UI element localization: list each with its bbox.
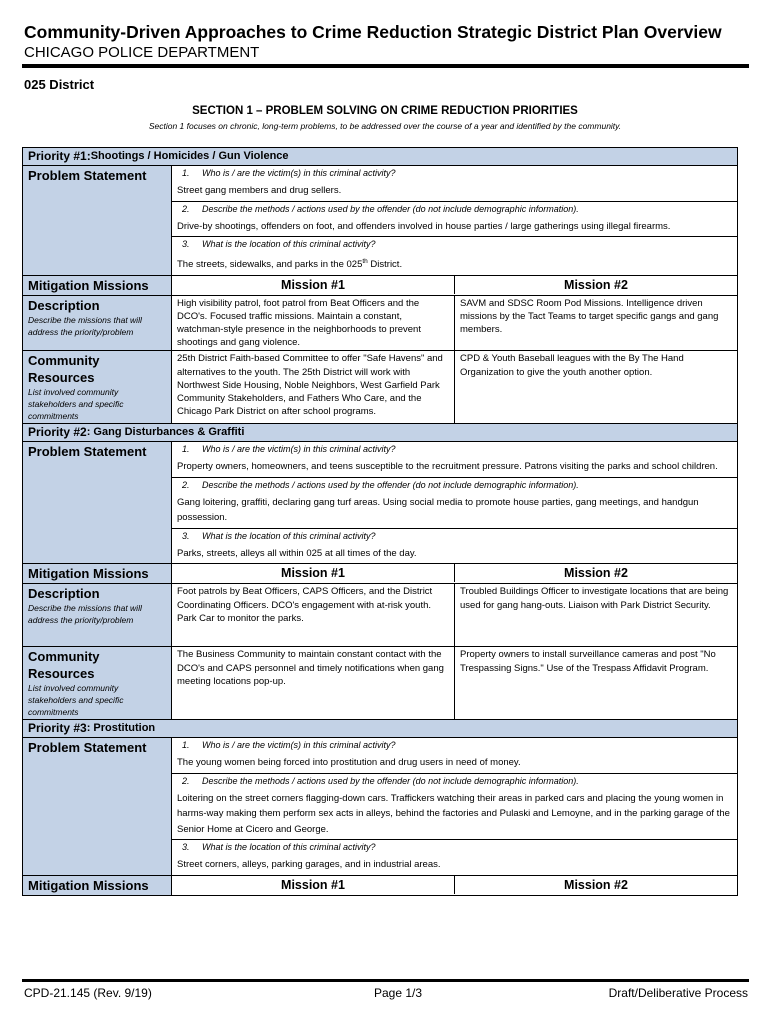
mission-1-community: The Business Community to maintain constant contact with the DCO's and CAPS personnel and timely notifications when gang meeting locations pop-up. <box>177 649 444 687</box>
question-location: 3. What is the location of this criminal activity? <box>182 239 376 249</box>
answer-methods: Gang loitering, graffiti, declaring gang turf areas. Using social media to promote house parties, gang meetings, and handgun possession. <box>172 493 737 529</box>
priority-3-problem-statement <box>23 737 737 875</box>
answer-location: Street corners, alleys, parking garages, and in industrial areas. <box>177 859 441 871</box>
priority-topic: : Prostitution <box>86 722 156 735</box>
priority-2-mitigation-header <box>23 563 737 583</box>
question-methods: 2. Describe the methods / actions used by the offender (do not include demographic information). <box>182 775 579 786</box>
priority-2-community-resources <box>23 646 737 719</box>
priority-label: Priority #3 <box>28 721 87 736</box>
question-location: 3. What is the location of this criminal activity? <box>182 530 376 541</box>
priority-2-problem-statement <box>23 441 737 563</box>
mission-2-header: Mission #2 <box>454 876 737 894</box>
mission-2-community: Property owners to install surveillance cameras and post "No Trespassing Signs." Use of the Trespass Affidavit Program. <box>454 647 737 719</box>
problem-statement-label: Problem Statement <box>28 740 147 756</box>
mission-1-header: Mission #1 <box>281 277 345 292</box>
footer-form-number: CPD-21.145 (Rev. 9/19) <box>24 986 152 1000</box>
mitigation-missions-label: Mitigation Missions <box>28 277 149 293</box>
footer-status: Draft/Deliberative Process <box>608 986 748 1000</box>
priority-label: Priority #2 <box>28 425 87 440</box>
priority-1-mitigation-header <box>23 275 737 295</box>
question-victims: 1. Who is / are the victim(s) in this criminal activity? <box>182 444 396 455</box>
mission-1-header: Mission #1 <box>281 877 345 892</box>
mission-2-header: Mission #2 <box>454 276 737 294</box>
description-label: Description <box>28 297 100 313</box>
mission-2-description: SAVM and SDSC Room Pod Missions. Intelligence driven missions by the Tact Teams to target specific gangs and gang members. <box>454 296 737 351</box>
problem-statement-label: Problem Statement <box>28 444 147 460</box>
department-name: CHICAGO POLICE DEPARTMENT <box>24 44 260 61</box>
mission-1-description: Foot patrols by Beat Officers, CAPS Officers, and the District Coordinating Officers. DCO's engagement with at-risk youth. Park Car to monitor the parks. <box>177 586 433 624</box>
community-resources-hint: List involved community stakeholders and specific commitments <box>28 683 124 718</box>
mission-1-header: Mission #1 <box>281 566 345 581</box>
priority-1-header <box>23 148 737 165</box>
priority-2-header <box>23 423 737 441</box>
priority-3-header <box>23 719 737 737</box>
document-title: Community-Driven Approaches to Crime Reduction Strategic District Plan Overview <box>24 22 722 42</box>
priority-1-description <box>23 295 737 351</box>
description-label: Description <box>28 586 100 602</box>
priority-topic: Shootings / Homicides / Gun Violence <box>90 150 289 162</box>
question-location: 3. What is the location of this criminal activity? <box>182 842 376 853</box>
mitigation-missions-label: Mitigation Missions <box>28 566 149 582</box>
answer-location: Parks, streets, alleys all within 025 at all times of the day. <box>177 547 417 559</box>
problem-statement-label: Problem Statement <box>28 168 147 183</box>
footer-page-number: Page 1/3 <box>374 986 423 1000</box>
answer-methods: Drive-by shootings, offenders on foot, and offenders involved in house parties / large gatherings using illegal firearms. <box>172 217 737 238</box>
mitigation-missions-label: Mitigation Missions <box>28 877 149 893</box>
priority-1-community-resources <box>23 350 737 423</box>
mission-2-description: Troubled Buildings Officer to investigate locations that are being used for gang hang-outs. Liaison with Park District Security. <box>454 584 737 646</box>
priority-3-mitigation-header <box>23 875 737 895</box>
priority-label: Priority #1: <box>28 149 91 163</box>
answer-location: The streets, sidewalks, and parks in the 025th District. <box>177 258 403 271</box>
mission-1-community: 25th District Faith-based Committee to offer "Safe Havens" and alternatives to the youth. The 25th District will work with Northwest Side Housing, Noble Neighbors, West Garfield Park Community Stakeholders, and Fathers Who Care, and the Chicago Park District on after school programs. <box>177 353 443 418</box>
priority-2-description <box>23 583 737 646</box>
priority-1-problem-statement <box>23 165 737 275</box>
section-subtitle: Section 1 focuses on chronic, long-term problems, to be addressed over the course of a year and identified by the community. <box>148 121 622 131</box>
header-divider <box>22 64 749 68</box>
district-label: 025 District <box>24 77 95 92</box>
priorities-table <box>22 147 738 896</box>
answer-victims: The young women being forced into prostitution and drug users in need of money. <box>172 753 737 774</box>
question-victims: 1. Who is / are the victim(s) in this criminal activity? <box>182 168 396 178</box>
answer-methods: Loitering on the street corners flagging-down cars. Traffickers watching their areas in parked cars and placing the young women in harms-way making them perform sex acts in alleys, behind the factories and Pulaski and Lemoyne, and in the parking garage of the Senior Home at Cicero and George. <box>172 789 737 841</box>
community-resources-label: Community Resources <box>28 353 100 386</box>
question-methods: 2. Describe the methods / actions used by the offender (do not include demographic information). <box>182 203 579 214</box>
community-resources-label: Community Resources <box>28 649 100 682</box>
answer-victims: Street gang members and drug sellers. <box>172 181 737 202</box>
footer-divider <box>22 979 749 982</box>
answer-victims: Property owners, homeowners, and teens susceptible to the recruitment pressure. Patrons visiting the parks and school children. <box>172 457 737 478</box>
mission-1-description: High visibility patrol, foot patrol from Beat Officers and the DCO's. Focused traffic missions. Maintain a constant, watchman-style presence in the neighborhoods to prevent shootings and gang violence. <box>177 297 421 349</box>
description-hint: Describe the missions that will address the priority/problem <box>28 603 142 626</box>
mission-2-community: CPD & Youth Baseball leagues with the By The Hand Organization to give the youth another option. <box>454 351 737 423</box>
priority-topic: : Gang Disturbances & Graffiti <box>86 426 245 439</box>
description-hint: Describe the missions that will address the priority/problem <box>28 314 142 337</box>
question-victims: 1. Who is / are the victim(s) in this criminal activity? <box>182 740 396 751</box>
section-title: SECTION 1 – PROBLEM SOLVING ON CRIME REDUCTION PRIORITIES <box>192 105 578 117</box>
community-resources-hint: List involved community stakeholders and specific commitments <box>28 387 124 422</box>
mission-2-header: Mission #2 <box>454 564 737 582</box>
question-methods: 2. Describe the methods / actions used by the offender (do not include demographic information). <box>182 479 579 490</box>
